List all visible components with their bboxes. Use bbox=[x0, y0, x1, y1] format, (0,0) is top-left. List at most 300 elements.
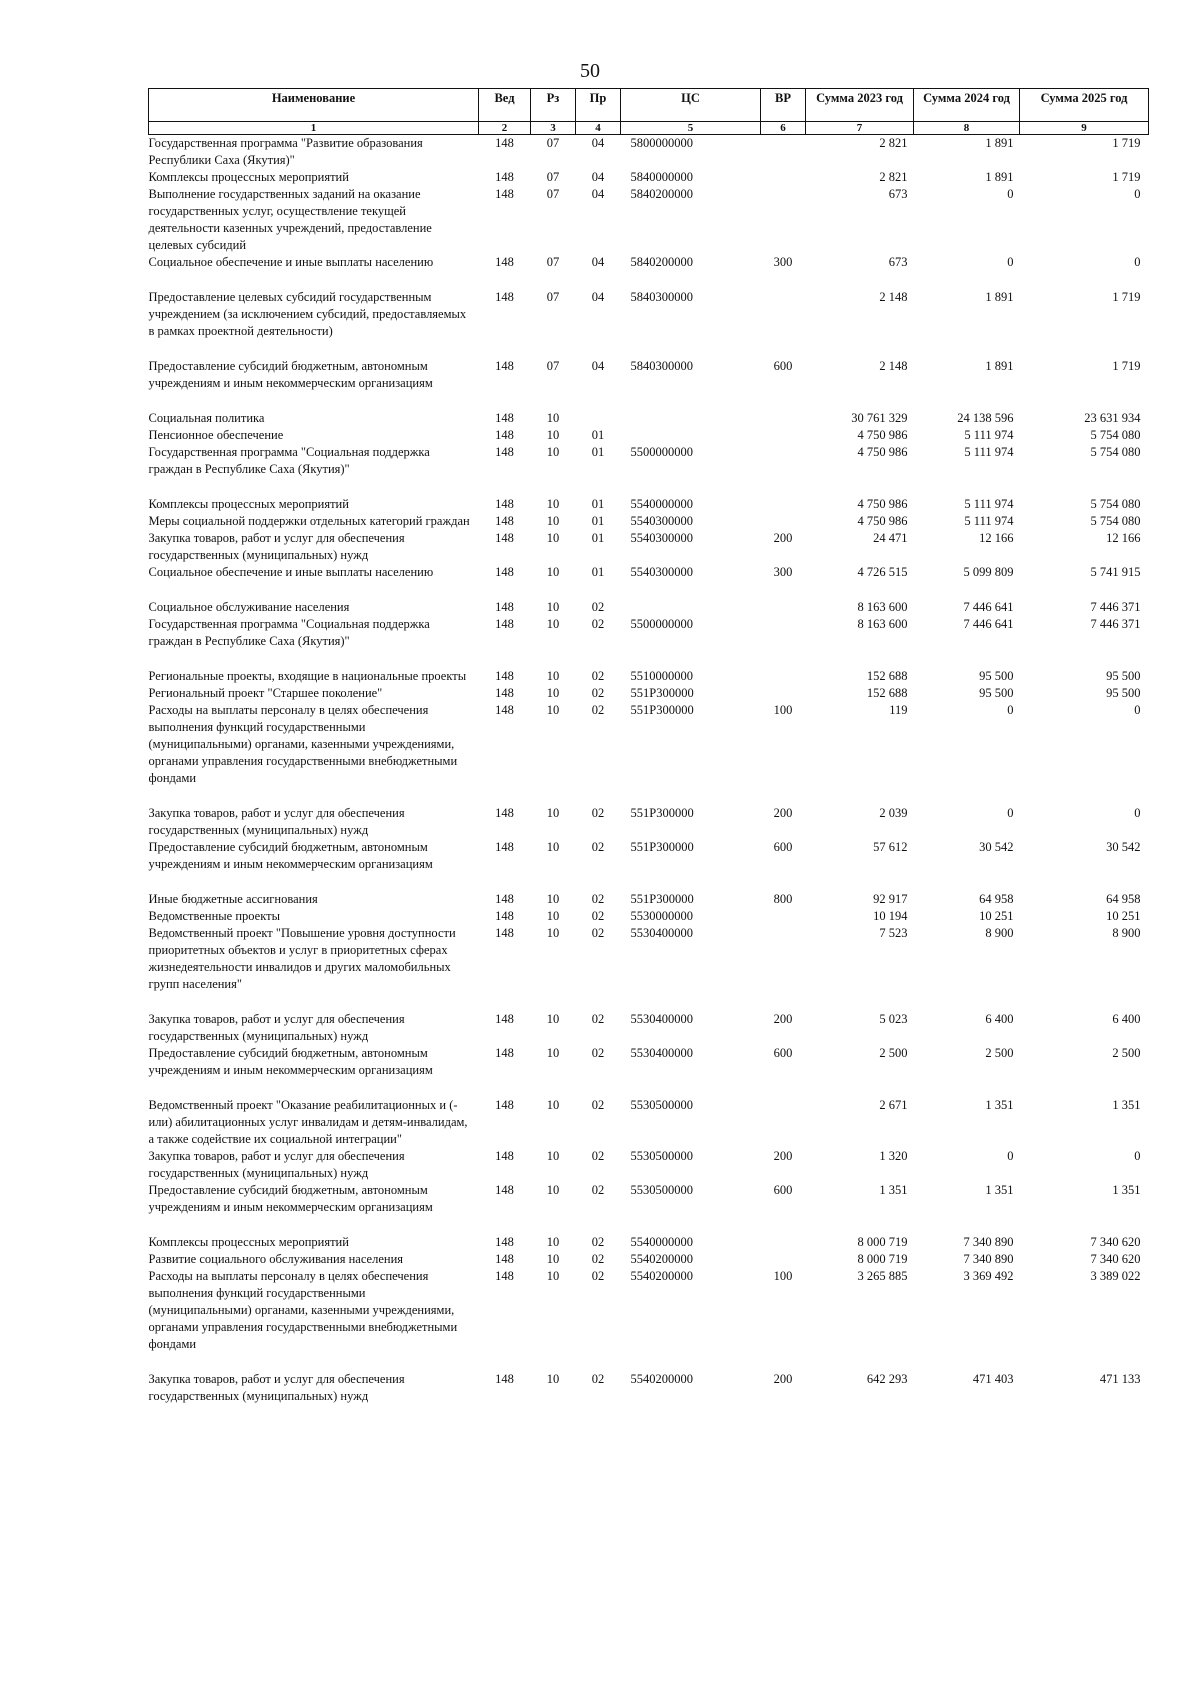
table-body bbox=[149, 135, 1149, 1406]
row-sum-2023-cell: 2 148 bbox=[879, 290, 908, 304]
row-cs-cell: 5840200000 bbox=[630, 187, 693, 201]
row-sum-2025-cell: 2 500 bbox=[1112, 1046, 1141, 1060]
row-ved-cell: 148 bbox=[495, 255, 514, 269]
row-ved-cell: 148 bbox=[495, 1183, 514, 1197]
row-spacer bbox=[149, 1079, 1149, 1097]
row-vr-cell bbox=[761, 908, 806, 925]
row-sum-2025-cell: 30 542 bbox=[1106, 840, 1141, 854]
row-spacer bbox=[149, 873, 1149, 891]
row-pr-cell: 04 bbox=[591, 170, 605, 184]
row-sum-2024-cell: 6 400 bbox=[985, 1012, 1014, 1026]
row-pr-cell: 01 bbox=[591, 497, 605, 511]
row-cs-cell: 5840200000 bbox=[630, 255, 693, 269]
row-vr-cell: 200 bbox=[773, 1012, 793, 1026]
table-row bbox=[149, 513, 1149, 530]
row-sum-2025-cell: 0 bbox=[1134, 1149, 1141, 1163]
row-rz-cell: 10 bbox=[546, 1252, 560, 1266]
row-pr-cell: 01 bbox=[591, 514, 605, 528]
row-vr-cell bbox=[761, 513, 806, 530]
row-sum-2023-cell: 92 917 bbox=[873, 892, 908, 906]
row-vr-cell bbox=[761, 186, 806, 254]
row-vr-cell bbox=[761, 685, 806, 702]
row-sum-2025-cell: 23 631 934 bbox=[1084, 411, 1141, 425]
row-name-cell: Региональный проект "Старшее поколение" bbox=[148, 686, 383, 700]
header-number: 7 bbox=[806, 122, 914, 135]
row-ved-cell: 148 bbox=[495, 497, 514, 511]
table-row bbox=[149, 925, 1149, 993]
row-cs-cell: 5540000000 bbox=[630, 1235, 693, 1249]
row-rz-cell: 10 bbox=[546, 1098, 560, 1112]
row-name-cell: Расходы на выплаты персоналу в целях обеспечения выполнения функций государственными (муниципальными) органами, казенными учреждениями, органами управления государственными внебюджетными фондами bbox=[148, 703, 458, 785]
row-ved-cell: 148 bbox=[495, 1149, 514, 1163]
header-vr: ВР bbox=[761, 89, 806, 122]
header-sum-2024: Сумма 2024 год bbox=[914, 89, 1020, 122]
row-ved-cell: 148 bbox=[495, 1046, 514, 1060]
table-row bbox=[149, 186, 1149, 254]
row-cs-cell: 551P300000 bbox=[630, 892, 694, 906]
row-spacer bbox=[149, 993, 1149, 1011]
row-sum-2025-cell: 10 251 bbox=[1106, 909, 1141, 923]
row-sum-2024-cell: 1 351 bbox=[985, 1183, 1014, 1197]
row-sum-2023-cell: 30 761 329 bbox=[851, 411, 908, 425]
row-cs-cell: 5540000000 bbox=[630, 497, 693, 511]
row-spacer-cell bbox=[149, 787, 1149, 805]
row-pr-cell: 04 bbox=[591, 136, 605, 150]
row-ved-cell: 148 bbox=[495, 565, 514, 579]
row-cs-cell: 5540200000 bbox=[630, 1269, 693, 1283]
row-rz-cell: 10 bbox=[546, 617, 560, 631]
row-spacer-cell bbox=[149, 650, 1149, 668]
row-sum-2024-cell: 471 403 bbox=[972, 1372, 1014, 1386]
header-row bbox=[149, 89, 1149, 122]
row-rz-cell: 10 bbox=[546, 1149, 560, 1163]
row-ved-cell: 148 bbox=[495, 136, 514, 150]
row-spacer-cell bbox=[149, 1353, 1149, 1371]
row-sum-2024-cell: 7 340 890 bbox=[963, 1235, 1014, 1249]
row-rz-cell: 07 bbox=[546, 187, 560, 201]
row-cs-cell: 5840300000 bbox=[630, 359, 693, 373]
row-name-cell: Ведомственные проекты bbox=[148, 909, 281, 923]
row-rz-cell: 10 bbox=[546, 600, 560, 614]
row-ved-cell: 148 bbox=[495, 1372, 514, 1386]
row-sum-2023-cell: 8 163 600 bbox=[857, 617, 908, 631]
row-ved-cell: 148 bbox=[495, 428, 514, 442]
row-ved-cell: 148 bbox=[495, 290, 514, 304]
header-rz: Рз bbox=[531, 89, 576, 122]
row-spacer-cell bbox=[149, 340, 1149, 358]
table-row bbox=[149, 1148, 1149, 1182]
row-sum-2023-cell: 152 688 bbox=[866, 669, 908, 683]
row-sum-2025-cell: 1 719 bbox=[1112, 136, 1141, 150]
row-sum-2024-cell: 0 bbox=[1007, 187, 1014, 201]
row-sum-2025-cell: 5 754 080 bbox=[1090, 497, 1141, 511]
row-ved-cell: 148 bbox=[495, 531, 514, 545]
row-sum-2025-cell: 5 741 915 bbox=[1090, 565, 1141, 579]
row-name-cell: Предоставление субсидий бюджетным, автономным учреждениям и иным некоммерческим организациям bbox=[148, 1046, 433, 1077]
row-sum-2025-cell: 7 446 371 bbox=[1090, 617, 1141, 631]
table-row bbox=[149, 599, 1149, 616]
row-sum-2024-cell: 2 500 bbox=[985, 1046, 1014, 1060]
row-vr-cell bbox=[761, 169, 806, 186]
row-vr-cell bbox=[761, 135, 806, 170]
row-sum-2024-cell: 1 351 bbox=[985, 1098, 1014, 1112]
row-sum-2024-cell: 95 500 bbox=[979, 669, 1014, 683]
row-vr-cell: 600 bbox=[773, 1183, 793, 1197]
row-cs-cell: 5540200000 bbox=[630, 1252, 693, 1266]
table-row bbox=[149, 1251, 1149, 1268]
row-sum-2025-cell: 95 500 bbox=[1106, 686, 1141, 700]
row-spacer bbox=[149, 581, 1149, 599]
table-row bbox=[149, 1045, 1149, 1079]
table-row bbox=[149, 289, 1149, 340]
row-spacer-cell bbox=[149, 392, 1149, 410]
row-ved-cell: 148 bbox=[495, 1269, 514, 1283]
row-pr-cell: 02 bbox=[591, 909, 605, 923]
header-number: 1 bbox=[149, 122, 479, 135]
row-ved-cell: 148 bbox=[495, 600, 514, 614]
row-ved-cell: 148 bbox=[495, 840, 514, 854]
row-pr-cell: 02 bbox=[591, 1012, 605, 1026]
row-name-cell: Социальная политика bbox=[148, 411, 265, 425]
row-rz-cell: 10 bbox=[546, 1269, 560, 1283]
row-ved-cell: 148 bbox=[495, 1012, 514, 1026]
row-vr-cell: 200 bbox=[773, 531, 793, 545]
row-sum-2023-cell: 10 194 bbox=[873, 909, 908, 923]
table-row bbox=[149, 685, 1149, 702]
row-spacer bbox=[149, 271, 1149, 289]
row-pr-cell: 01 bbox=[591, 428, 605, 442]
row-name-cell: Развитие социального обслуживания населения bbox=[148, 1252, 404, 1266]
row-name-cell: Закупка товаров, работ и услуг для обеспечения государственных (муниципальных) нужд bbox=[148, 806, 405, 837]
row-ved-cell: 148 bbox=[495, 514, 514, 528]
row-spacer-cell bbox=[149, 1079, 1149, 1097]
row-vr-cell bbox=[761, 1234, 806, 1251]
row-sum-2023-cell: 5 023 bbox=[879, 1012, 908, 1026]
row-sum-2024-cell: 1 891 bbox=[985, 359, 1014, 373]
row-sum-2025-cell: 5 754 080 bbox=[1090, 428, 1141, 442]
row-name-cell: Комплексы процессных мероприятий bbox=[148, 497, 349, 511]
row-name-cell: Комплексы процессных мероприятий bbox=[148, 1235, 349, 1249]
row-sum-2024-cell: 12 166 bbox=[979, 531, 1014, 545]
row-name-cell: Социальное обслуживание населения bbox=[148, 600, 350, 614]
row-cs-cell: 5530500000 bbox=[630, 1098, 693, 1112]
row-name-cell: Закупка товаров, работ и услуг для обеспечения государственных (муниципальных) нужд bbox=[148, 531, 405, 562]
row-ved-cell: 148 bbox=[495, 617, 514, 631]
row-sum-2025-cell: 95 500 bbox=[1106, 669, 1141, 683]
row-name-cell: Комплексы процессных мероприятий bbox=[148, 170, 349, 184]
row-cs-cell: 5530500000 bbox=[630, 1149, 693, 1163]
row-ved-cell: 148 bbox=[495, 669, 514, 683]
row-sum-2025-cell: 0 bbox=[1134, 703, 1141, 717]
header-number: 4 bbox=[576, 122, 621, 135]
row-sum-2024-cell: 8 900 bbox=[985, 926, 1014, 940]
row-pr-cell: 02 bbox=[591, 1252, 605, 1266]
row-sum-2024-cell: 95 500 bbox=[979, 686, 1014, 700]
table-row bbox=[149, 668, 1149, 685]
table-row bbox=[149, 616, 1149, 650]
row-pr-cell: 02 bbox=[591, 600, 605, 614]
row-sum-2023-cell: 152 688 bbox=[866, 686, 908, 700]
row-ved-cell: 148 bbox=[495, 686, 514, 700]
row-vr-cell bbox=[761, 410, 806, 427]
row-sum-2025-cell: 5 754 080 bbox=[1090, 445, 1141, 459]
table-row bbox=[149, 1371, 1149, 1405]
table-row bbox=[149, 1011, 1149, 1045]
row-rz-cell: 10 bbox=[546, 909, 560, 923]
header-cs: ЦС bbox=[621, 89, 761, 122]
row-sum-2023-cell: 57 612 bbox=[873, 840, 908, 854]
row-sum-2023-cell: 4 750 986 bbox=[857, 445, 908, 459]
row-sum-2025-cell: 8 900 bbox=[1112, 926, 1141, 940]
row-name-cell: Социальное обеспечение и иные выплаты населению bbox=[148, 565, 434, 579]
row-pr-cell: 02 bbox=[591, 926, 605, 940]
row-rz-cell: 10 bbox=[546, 1012, 560, 1026]
row-sum-2023-cell: 3 265 885 bbox=[857, 1269, 908, 1283]
row-rz-cell: 07 bbox=[546, 136, 560, 150]
row-sum-2023-cell: 2 671 bbox=[879, 1098, 908, 1112]
row-sum-2024-cell: 30 542 bbox=[979, 840, 1014, 854]
row-ved-cell: 148 bbox=[495, 170, 514, 184]
row-cs-cell bbox=[621, 599, 761, 616]
row-sum-2025-cell: 1 351 bbox=[1112, 1183, 1141, 1197]
header-number: 8 bbox=[914, 122, 1020, 135]
row-sum-2023-cell: 1 320 bbox=[879, 1149, 908, 1163]
row-pr-cell: 02 bbox=[591, 617, 605, 631]
header-sum-2025: Сумма 2025 год bbox=[1020, 89, 1149, 122]
row-pr-cell: 01 bbox=[591, 445, 605, 459]
row-pr-cell: 02 bbox=[591, 1269, 605, 1283]
row-pr-cell: 01 bbox=[591, 565, 605, 579]
row-rz-cell: 10 bbox=[546, 531, 560, 545]
row-cs-cell: 5840000000 bbox=[630, 170, 693, 184]
row-rz-cell: 07 bbox=[546, 255, 560, 269]
row-name-cell: Государственная программа "Социальная поддержка граждан в Республике Саха (Якутия)" bbox=[148, 445, 430, 476]
row-rz-cell: 10 bbox=[546, 703, 560, 717]
row-name-cell: Расходы на выплаты персоналу в целях обеспечения выполнения функций государственными (муниципальными) органами, казенными учреждениями, органами управления государственными внебюджетными фондами bbox=[148, 1269, 458, 1351]
row-name-cell: Государственная программа "Социальная поддержка граждан в Республике Саха (Якутия)" bbox=[148, 617, 430, 648]
row-pr-cell: 02 bbox=[591, 669, 605, 683]
row-sum-2024-cell: 1 891 bbox=[985, 290, 1014, 304]
row-sum-2025-cell: 1 719 bbox=[1112, 170, 1141, 184]
row-vr-cell bbox=[761, 668, 806, 685]
row-vr-cell bbox=[761, 496, 806, 513]
row-rz-cell: 10 bbox=[546, 445, 560, 459]
row-sum-2023-cell: 4 750 986 bbox=[857, 514, 908, 528]
row-vr-cell: 100 bbox=[773, 703, 793, 717]
row-sum-2023-cell: 2 039 bbox=[879, 806, 908, 820]
row-pr-cell: 02 bbox=[591, 686, 605, 700]
row-spacer bbox=[149, 340, 1149, 358]
row-sum-2023-cell: 2 821 bbox=[879, 170, 908, 184]
row-spacer bbox=[149, 1216, 1149, 1234]
row-rz-cell: 10 bbox=[546, 669, 560, 683]
row-vr-cell: 800 bbox=[773, 892, 793, 906]
row-cs-cell: 5800000000 bbox=[630, 136, 693, 150]
row-cs-cell: 5530400000 bbox=[630, 1012, 693, 1026]
row-sum-2025-cell: 12 166 bbox=[1106, 531, 1141, 545]
table-row bbox=[149, 891, 1149, 908]
row-pr-cell: 04 bbox=[591, 290, 605, 304]
row-vr-cell bbox=[761, 616, 806, 650]
row-rz-cell: 10 bbox=[546, 686, 560, 700]
row-cs-cell: 5530400000 bbox=[630, 926, 693, 940]
row-sum-2024-cell: 5 111 974 bbox=[964, 514, 1014, 528]
row-pr-cell: 04 bbox=[591, 255, 605, 269]
row-rz-cell: 07 bbox=[546, 170, 560, 184]
row-pr-cell: 04 bbox=[591, 359, 605, 373]
header-number: 3 bbox=[531, 122, 576, 135]
row-sum-2024-cell: 1 891 bbox=[985, 170, 1014, 184]
row-spacer-cell bbox=[149, 1216, 1149, 1234]
row-pr-cell: 02 bbox=[591, 1149, 605, 1163]
row-name-cell: Закупка товаров, работ и услуг для обеспечения государственных (муниципальных) нужд bbox=[148, 1372, 405, 1403]
row-vr-cell: 300 bbox=[773, 565, 793, 579]
row-sum-2024-cell: 0 bbox=[1007, 255, 1014, 269]
row-vr-cell: 600 bbox=[773, 359, 793, 373]
row-pr-cell: 01 bbox=[591, 531, 605, 545]
row-ved-cell: 148 bbox=[495, 926, 514, 940]
header-number: 5 bbox=[621, 122, 761, 135]
row-ved-cell: 148 bbox=[495, 703, 514, 717]
row-spacer-cell bbox=[149, 478, 1149, 496]
row-spacer bbox=[149, 392, 1149, 410]
row-cs-cell bbox=[621, 427, 761, 444]
row-sum-2024-cell: 5 099 809 bbox=[963, 565, 1014, 579]
row-sum-2025-cell: 7 340 620 bbox=[1090, 1235, 1141, 1249]
row-rz-cell: 10 bbox=[546, 428, 560, 442]
row-sum-2023-cell: 1 351 bbox=[879, 1183, 908, 1197]
row-vr-cell bbox=[761, 1097, 806, 1148]
row-sum-2024-cell: 0 bbox=[1007, 806, 1014, 820]
row-sum-2025-cell: 64 958 bbox=[1106, 892, 1141, 906]
row-rz-cell: 10 bbox=[546, 1235, 560, 1249]
row-rz-cell: 10 bbox=[546, 806, 560, 820]
table-row bbox=[149, 1182, 1149, 1216]
row-sum-2024-cell: 7 340 890 bbox=[963, 1252, 1014, 1266]
row-ved-cell: 148 bbox=[495, 445, 514, 459]
row-sum-2023-cell: 673 bbox=[888, 187, 908, 201]
row-spacer-cell bbox=[149, 873, 1149, 891]
row-sum-2024-cell: 7 446 641 bbox=[963, 617, 1014, 631]
header-name: Наименование bbox=[149, 89, 479, 122]
row-ved-cell: 148 bbox=[495, 1098, 514, 1112]
row-rz-cell: 10 bbox=[546, 1372, 560, 1386]
row-sum-2023-cell: 2 148 bbox=[879, 359, 908, 373]
header-pr: Пр bbox=[576, 89, 621, 122]
row-rz-cell: 10 bbox=[546, 1183, 560, 1197]
row-sum-2023-cell: 642 293 bbox=[866, 1372, 908, 1386]
row-vr-cell: 600 bbox=[773, 1046, 793, 1060]
row-sum-2023-cell: 8 000 719 bbox=[857, 1235, 908, 1249]
row-cs-cell: 5530400000 bbox=[630, 1046, 693, 1060]
page-number: 50 bbox=[580, 60, 600, 82]
row-name-cell: Меры социальной поддержки отдельных категорий граждан bbox=[148, 514, 470, 528]
row-ved-cell: 148 bbox=[495, 892, 514, 906]
row-pr-cell bbox=[576, 410, 621, 427]
row-sum-2024-cell: 1 891 bbox=[985, 136, 1014, 150]
row-pr-cell: 02 bbox=[591, 840, 605, 854]
row-name-cell: Предоставление субсидий бюджетным, автономным учреждениям и иным некоммерческим организациям bbox=[148, 840, 433, 871]
row-rz-cell: 07 bbox=[546, 290, 560, 304]
row-rz-cell: 10 bbox=[546, 840, 560, 854]
row-name-cell: Закупка товаров, работ и услуг для обеспечения государственных (муниципальных) нужд bbox=[148, 1149, 405, 1180]
table-row bbox=[149, 1234, 1149, 1251]
row-sum-2025-cell: 0 bbox=[1134, 806, 1141, 820]
row-name-cell: Региональные проекты, входящие в национальные проекты bbox=[148, 669, 467, 683]
row-pr-cell: 02 bbox=[591, 806, 605, 820]
row-sum-2025-cell: 3 389 022 bbox=[1090, 1269, 1141, 1283]
row-vr-cell: 200 bbox=[773, 1149, 793, 1163]
row-sum-2025-cell: 1 719 bbox=[1112, 290, 1141, 304]
row-name-cell: Иные бюджетные ассигнования bbox=[148, 892, 318, 906]
table-row bbox=[149, 135, 1149, 170]
row-rz-cell: 07 bbox=[546, 359, 560, 373]
row-cs-cell: 5500000000 bbox=[630, 445, 693, 459]
row-vr-cell bbox=[761, 1251, 806, 1268]
row-pr-cell: 02 bbox=[591, 1235, 605, 1249]
row-spacer bbox=[149, 787, 1149, 805]
row-ved-cell: 148 bbox=[495, 806, 514, 820]
row-rz-cell: 10 bbox=[546, 892, 560, 906]
row-ved-cell: 148 bbox=[495, 359, 514, 373]
row-ved-cell: 148 bbox=[495, 1252, 514, 1266]
row-spacer bbox=[149, 1353, 1149, 1371]
table-row bbox=[149, 427, 1149, 444]
row-spacer bbox=[149, 650, 1149, 668]
table-row bbox=[149, 839, 1149, 873]
row-ved-cell: 148 bbox=[495, 411, 514, 425]
row-sum-2023-cell: 2 821 bbox=[879, 136, 908, 150]
row-sum-2024-cell: 10 251 bbox=[979, 909, 1014, 923]
row-name-cell: Государственная программа "Развитие образования Республики Саха (Якутия)" bbox=[148, 136, 423, 167]
row-vr-cell: 600 bbox=[773, 840, 793, 854]
row-cs-cell bbox=[621, 410, 761, 427]
row-sum-2025-cell: 5 754 080 bbox=[1090, 514, 1141, 528]
table-row bbox=[149, 496, 1149, 513]
row-spacer-cell bbox=[149, 581, 1149, 599]
budget-table-sheet bbox=[148, 88, 1148, 1405]
row-cs-cell: 5530000000 bbox=[630, 909, 693, 923]
row-spacer bbox=[149, 478, 1149, 496]
row-name-cell: Закупка товаров, работ и услуг для обеспечения государственных (муниципальных) нужд bbox=[148, 1012, 405, 1043]
row-sum-2024-cell: 0 bbox=[1007, 1149, 1014, 1163]
row-vr-cell bbox=[761, 599, 806, 616]
row-rz-cell: 10 bbox=[546, 1046, 560, 1060]
row-ved-cell: 148 bbox=[495, 187, 514, 201]
row-cs-cell: 5540300000 bbox=[630, 565, 693, 579]
row-name-cell: Ведомственный проект "Повышение уровня доступности приоритетных объектов и услуг в приоритетных сферах жизнедеятельности инвалидов и других маломобильных групп населения" bbox=[148, 926, 456, 991]
header-number: 2 bbox=[479, 122, 531, 135]
row-cs-cell: 551P300000 bbox=[630, 840, 694, 854]
row-vr-cell bbox=[761, 427, 806, 444]
row-name-cell: Ведомственный проект "Оказание реабилитационных и (-или) абилитационных услуг инвалидам и детям-инвалидам, а также содействие их социальной интеграции" bbox=[148, 1098, 468, 1146]
table-row bbox=[149, 444, 1149, 478]
row-sum-2024-cell: 24 138 596 bbox=[957, 411, 1014, 425]
row-sum-2025-cell: 0 bbox=[1134, 187, 1141, 201]
row-rz-cell: 10 bbox=[546, 514, 560, 528]
row-pr-cell: 02 bbox=[591, 703, 605, 717]
header-sum-2023: Сумма 2023 год bbox=[806, 89, 914, 122]
row-vr-cell bbox=[761, 289, 806, 340]
row-pr-cell: 02 bbox=[591, 1372, 605, 1386]
table-row bbox=[149, 702, 1149, 787]
row-sum-2023-cell: 4 726 515 bbox=[857, 565, 908, 579]
row-cs-cell: 5540300000 bbox=[630, 531, 693, 545]
row-vr-cell: 200 bbox=[773, 1372, 793, 1386]
row-sum-2024-cell: 7 446 641 bbox=[963, 600, 1014, 614]
row-sum-2025-cell: 1 719 bbox=[1112, 359, 1141, 373]
row-sum-2025-cell: 1 351 bbox=[1112, 1098, 1141, 1112]
